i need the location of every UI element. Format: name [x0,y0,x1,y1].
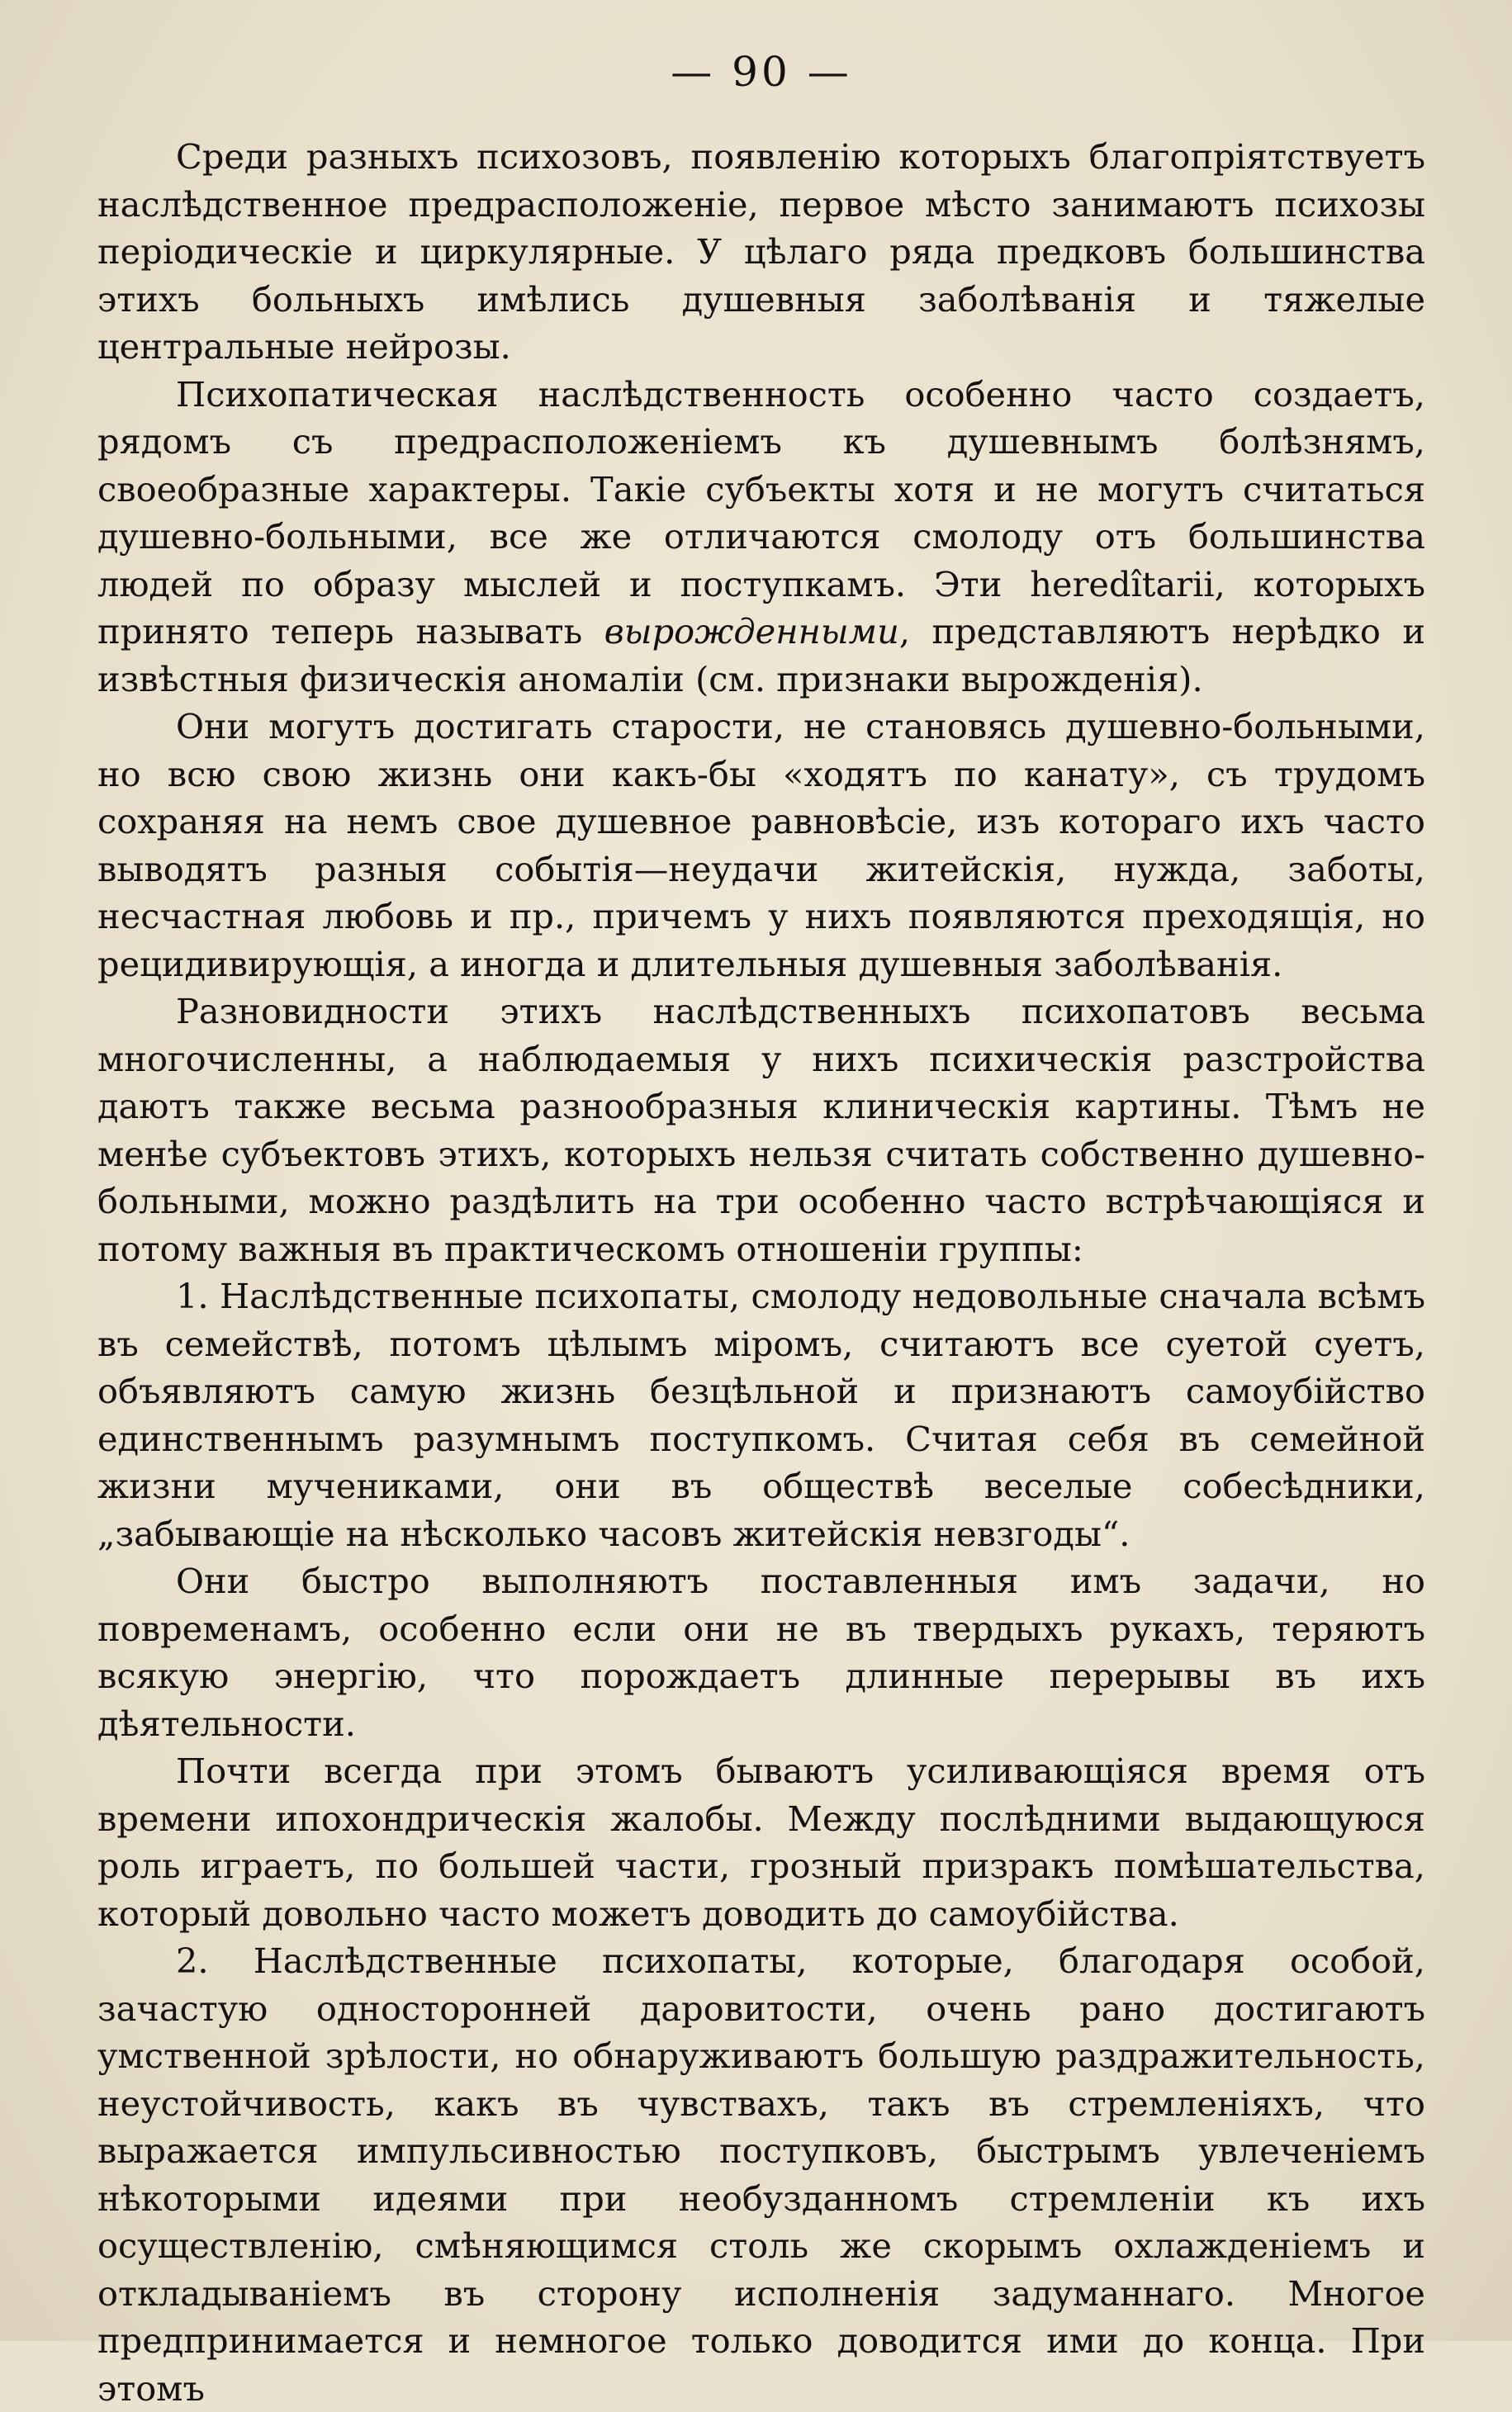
paragraph-old-age: Они могутъ достигать старости, не становясь душевно-больными, но всю свою жизнь они какъ-бы «ходятъ по канату», съ трудомъ сохраняя на немъ свое душевное равновѣсіе, изъ котораго ихъ часто выводятъ разныя событія—неудачи житейскія, нужда, заботы, несчастная любовь и пр., причемъ у нихъ появляются преходящія, но рецидивирующія, а иногда и длительныя душевныя заболѣванія. [97,706,1425,984]
paragraph-varieties: Разновидности этихъ наслѣдственныхъ психопатовъ весьма многочисленны, а наблюдаемыя у нихъ психическія разстройства даютъ также весьма разнообразныя клиническія картины. Тѣмъ не менѣе субъектовъ этихъ, которыхъ нельзя считать собственно душевно-больными, можно раздѣлить на три особенно часто встрѣчающіяся и потому важныя въ практическомъ отношеніи группы: [97,991,1425,1269]
paragraph-hereditary-psychoses: Среди разныхъ психозовъ, появленію которыхъ благопріятствуетъ наслѣдственное предрасположеніе, первое мѣсто занимаютъ психозы періодическіе и циркулярные. У цѣлаго ряда предковъ большинства этихъ больныхъ имѣлись душевныя заболѣванія и тяжелые центральные нейрозы. [97,136,1425,367]
paragraph-group-two: 2. Наслѣдственные психопаты, которые, благодаря особой, зачастую односторонней даровитости, очень рано достигаютъ умственной зрѣлости, но обнаруживаютъ большую раздражительность, неустойчивость, какъ въ чувствахъ, такъ въ стремленіяхъ, что выражается импульсивностью поступковъ, быстрымъ увлеченіемъ нѣкоторыми идеями при необузданномъ стремленіи къ ихъ осуществленію, смѣняющимся столь же скорымъ охлажденіемъ и откладываніемъ въ сторону исполненія задуманнаго. Многое предпринимается и немногое только доводится ими до конца. При этомъ [97,1940,1425,2409]
page-body [97,133,1425,2412]
paragraph-hypochondria: Почти всегда при этомъ бываютъ усиливающіяся время отъ времени ипохондрическія жалобы. Между послѣдними выдающуюся роль играетъ, по большей части, грозный призракъ помѣшательства, который довольно часто можетъ доводить до самоубійства. [97,1751,1425,1934]
paragraph-text: , представляютъ нерѣдко и извѣстныя физическія аномаліи (см. признаки вырожденія). [97,611,1425,699]
paragraph-fast-execution: Они быстро выполняютъ поставленныя имъ задачи, но повременамъ, особенно если они не въ твердыхъ рукахъ, теряютъ всякую энергію, что порождаетъ длинные перерывы въ ихъ дѣятельности. [97,1561,1425,1744]
paragraph-psychopathic-heredity [97,371,1425,704]
paragraph-text: Психопатическая наслѣдственность особенно часто создаетъ, рядомъ съ предрасположеніемъ къ душевнымъ болѣзнямъ, своеобразные характеры. Такіе субъекты хотя и не могутъ считаться душевно-больными, все же отличаются смолоду отъ большинства людей по образу мыслей и поступкамъ. Эти heredîtarii, которыхъ принято теперь называть [97,373,1425,652]
italic-term: вырожденными [604,611,899,652]
paragraph-group-one: 1. Наслѣдственные психопаты, смолоду недовольные сначала всѣмъ въ семействѣ, потомъ цѣлымъ міромъ, считаютъ все суетой суетъ, объявляютъ самую жизнь безцѣльной и признаютъ самоубійство единственнымъ разумнымъ поступкомъ. Считая себя въ семейной жизни мучениками, они въ обществѣ веселые собесѣдники, „забывающіе на нѣсколько часовъ житейскія невзгоды“. [97,1276,1425,1554]
page-number: — 90 — [671,48,852,96]
